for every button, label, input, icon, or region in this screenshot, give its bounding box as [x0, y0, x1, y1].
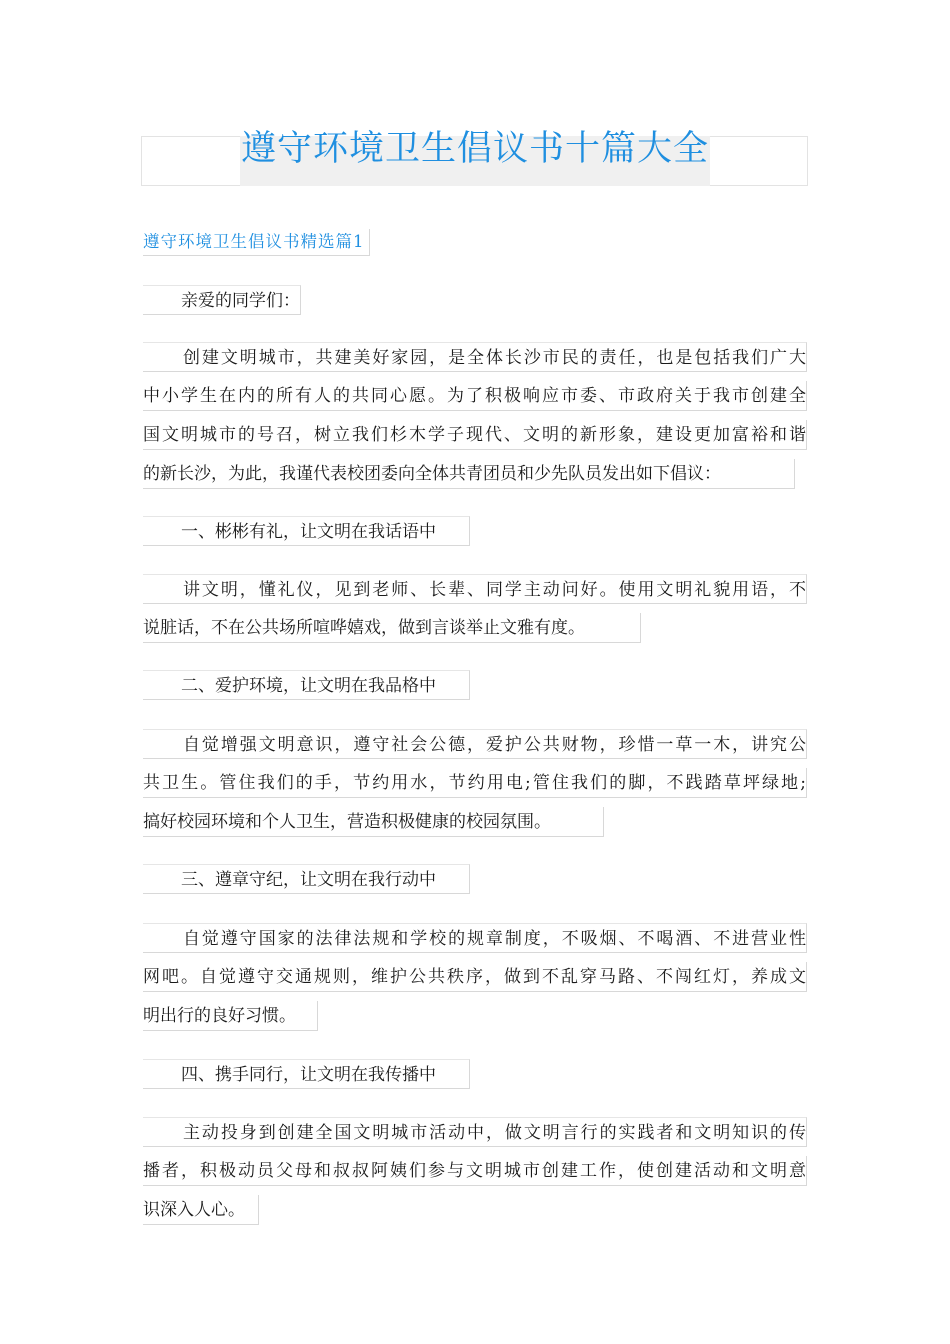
paragraph-line: 自觉增强文明意识，遵守社会公德，爱护公共财物，珍惜一草一木，讲究公 [143, 729, 807, 759]
paragraph-line: 明出行的良好习惯。 [143, 1001, 318, 1031]
paragraph-line: 识深入人心。 [143, 1195, 259, 1225]
paragraph-line: 主动投身到创建全国文明城市活动中，做文明言行的实践者和文明知识的传 [143, 1117, 807, 1147]
paragraph-line: 网吧。自觉遵守交通规则，维护公共秩序，做到不乱穿马路、不闯红灯，养成文 [143, 962, 807, 992]
paragraph-line: 讲文明，懂礼仪，见到老师、长辈、同学主动问好。使用文明礼貌用语，不 [143, 574, 807, 604]
item-heading: 三、遵章守纪，让文明在我行动中 [143, 864, 470, 894]
greeting-line [143, 285, 301, 315]
paragraph-line: 国文明城市的号召，树立我们杉木学子现代、文明的新形象，建设更加富裕和谐 [143, 420, 807, 450]
document-title: 遵守环境卫生倡议书十篇大全 [240, 129, 709, 169]
section-heading: 遵守环境卫生倡议书精选篇1 [143, 229, 370, 256]
item-heading: 一、彬彬有礼，让文明在我话语中 [143, 516, 470, 546]
paragraph-line: 播者，积极动员父母和叔叔阿姨们参与文明城市创建工作，使创建活动和文明意 [143, 1156, 807, 1186]
paragraph-line: 创建文明城市，共建美好家园，是全体长沙市民的责任，也是包括我们广大 [143, 342, 807, 372]
paragraph-line: 搞好校园环境和个人卫生，营造积极健康的校园氛围。 [143, 807, 604, 837]
paragraph-line: 的新长沙，为此，我谨代表校团委向全体共青团员和少先队员发出如下倡议： [143, 459, 795, 489]
item-heading: 二、爱护环境，让文明在我品格中 [143, 670, 470, 700]
greeting-text: 亲爱的同学们： [181, 291, 300, 311]
paragraph-line: 共卫生。管住我们的手，节约用水，节约用电;管住我们的脚，不践踏草坪绿地; [143, 768, 807, 798]
item-heading: 四、携手同行，让文明在我传播中 [143, 1059, 470, 1089]
paragraph-line: 中小学生在内的所有人的共同心愿。为了积极响应市委、市政府关于我市创建全 [143, 381, 807, 411]
paragraph-line: 说脏话，不在公共场所喧哗嬉戏，做到言谈举止文雅有度。 [143, 613, 641, 643]
paragraph-line: 自觉遵守国家的法律法规和学校的规章制度，不吸烟、不喝酒、不进营业性 [143, 923, 807, 953]
